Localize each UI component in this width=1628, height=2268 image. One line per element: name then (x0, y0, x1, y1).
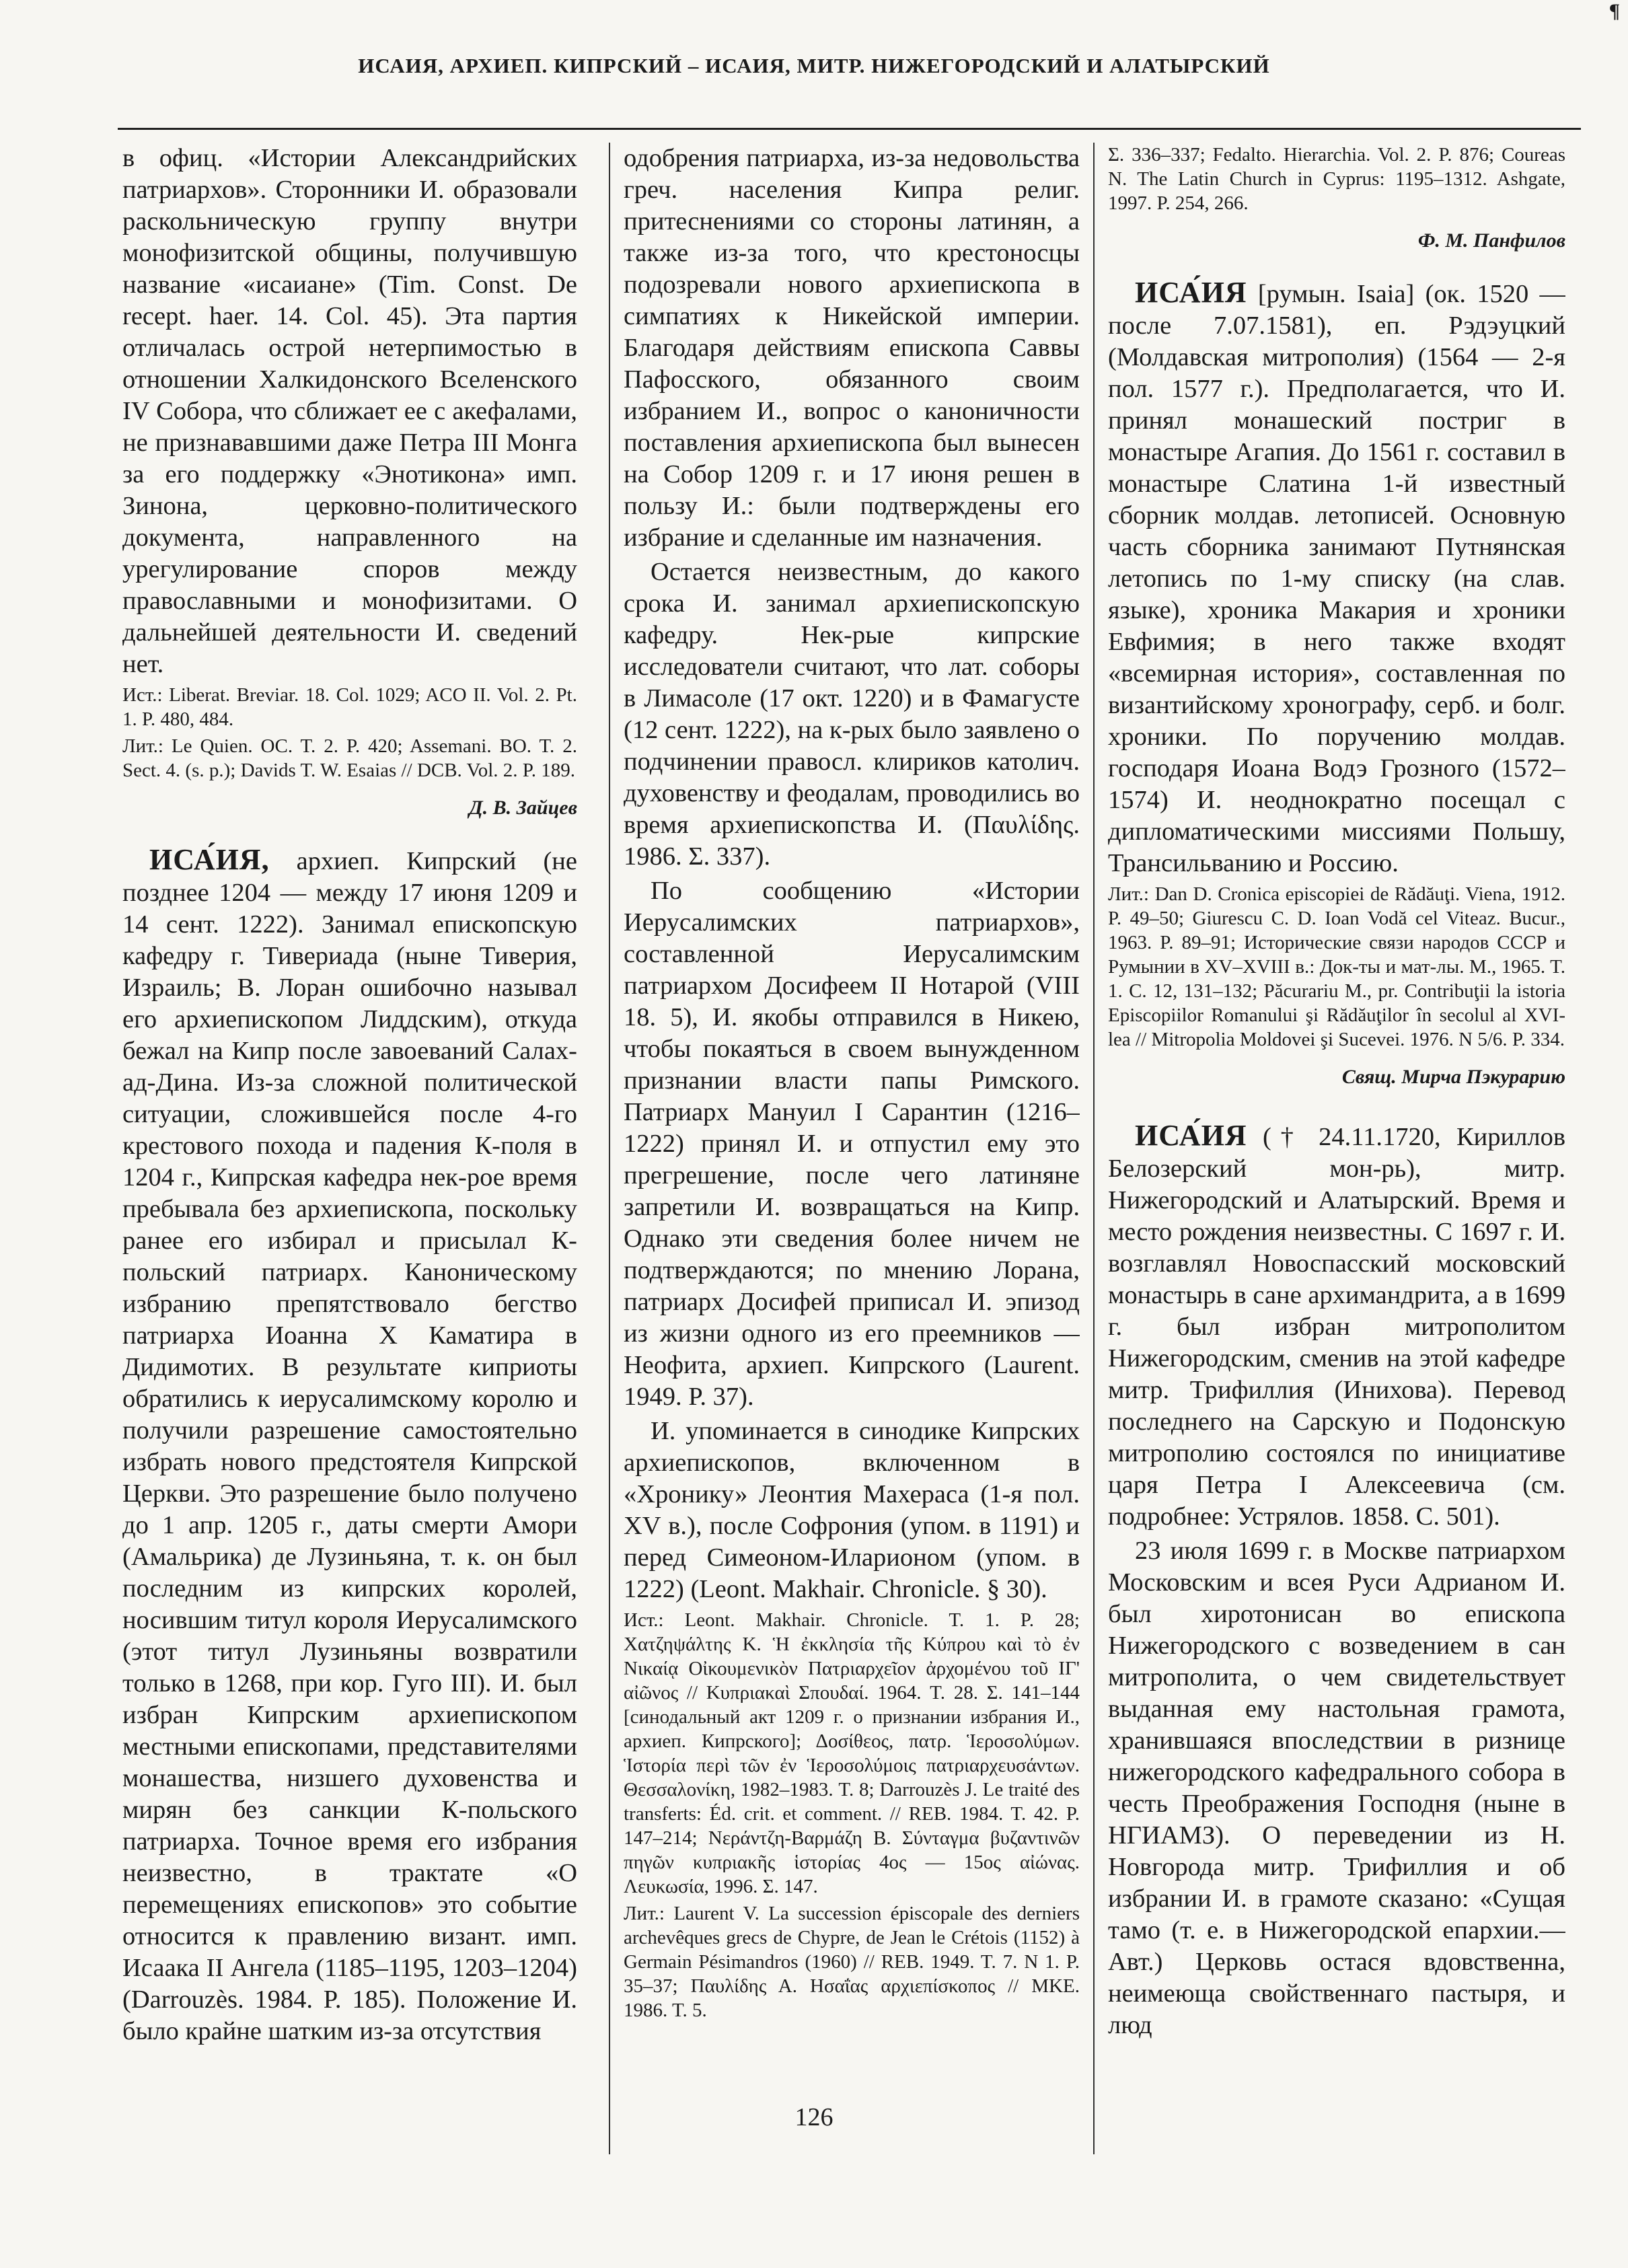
sources: Ист.: Leont. Makhair. Chronicle. T. 1. P. 28; Χατζηψάλτης Κ. Ἡ ἐκκλησία τῆς Κύπρου καὶ τὸ ἐν Νικαίᾳ Οἰκουμενικὸν Πατριαρχεῖον ἀρχομένου τοῦ ΙΓ' αἰῶνος // Κυπριακαὶ Σπουδαί. 1964. T. 28. Σ. 141–144 [синодальный акт 1209 г. о признании избрания И., архиеп. Кипрского]; Δοσίθεος, πατρ. Ἱεροσολύμων. Ἱστορία περὶ τῶν ἐν Ἱεροσολύμοις πατριαρχευσάντων. Θεσσαλονίκη, 1982–1983. T. 8; Darrouzès J. Le traité des transferts: Éd. crit. et comment. // REB. 1984. T. 42. P. 147–214; Νεράντζη-Βαρμάζη Β. Σύνταγμα βυζαντινῶν πηγῶν κυπριακῆς ἱστορίας 4ος — 15ος αἰώνας. Λευκωσία, 1996. Σ. 147. (624, 1609, 1080, 1897)
entry-isaiah-radauti (1108, 277, 1565, 879)
literature-continued: Σ. 336–337; Fedalto. Hierarchia. Vol. 2. P. 876; Coureas N. The Latin Church in Cyprus: 1195–1312. Ashgate, 1997. P. 254, 266. (1108, 144, 1565, 214)
column-2 (609, 143, 1080, 2154)
headword: ИСА́ИЯ (1135, 1119, 1247, 1152)
page-corner-mark: ¶ (1608, 0, 1620, 22)
entry-text: († 24.11.1720, Кириллов Белозерский мон-рь), митр. Нижегородский и Алатырский. Время и место рождения неизвестны. С 1697 г. И. возглавлял Новоспасский московский монастырь в сане архимандрита, а в 1699 г. был избран митрополитом Нижегородским, сменив на этой кафедре митр. Трифиллия (Инихова). Перевод последнего на Сарскую и Подонскую митрополию состоялся по инициативе царя Петра I Алексеевича (см. подробнее: Устрялов. 1858. С. 501). (1108, 1123, 1565, 1531)
entry-text: архиеп. Кипрский (не позднее 1204 — между 17 июня 1209 и 14 сент. 1222). Занимал епископскую кафедру г. Тивериада (ныне Тиверия, Израиль; В. Лоран ошибочно называл его архиепископом Лиддским), откуда бежал на Кипр после завоеваний Салах-ад-Дина. Из-за сложной политической ситуации, сложившейся после 4-го крестового похода и падения К-поля в 1204 г., Кипрская кафедра нек-рое время пребывала без архиепископа, поскольку ранее его избирал и присылал К-польский патриарх. Каноническому избранию препятствовало бегство патриарха Иоанна X Каматира в Дидимотих. В результате киприоты обратились к иерусалимскому королю и получили разрешение самостоятельно избрать нового предстоятеля Кипрской Церкви. Это разрешение было получено до 1 апр. 1205 г., даты смерти Амори (Амальрика) де Лузиньяна, т. к. он был последним из кипрских королей, носившим титул короля Иерусалимского (этот титул Лузиньяны возвратили только в 1268, при кор. Гуго III). И. был избран Кипрским архиепископом местными епископами, представителями монашества, низшего духовенства и мирян без санкции К-польского патриарха. Точное время его избрания неизвестно, в трактате «О перемещениях епископов» это событие относится к правлению визант. имп. Исаака II Ангела (1185–1195, 1203–1204) (Darrouzès. 1984. P. 185). Положение И. было крайне шатким из-за отсутствия (122, 847, 577, 2045)
author-signature: Свящ. Мирча Пэкурарию (1341, 1066, 1565, 1088)
literature: Лит.: Dan D. Cronica episcopiei de Rădăuţi. Viena, 1912. P. 49–50; Giurescu C. D. Ioan Vodă cel Viteaz. Bucur., 1963. P. 89–91; Исторические связи народов СССР и Румынии в XV–XVIII в.: Док-ты и мат-лы. M., 1965. T. 1. C. 12, 131–132; Păcurariu M., pr. Contribuţii la istoria Episcopiilor Romanului şi Rădăuţilor în secolul al XVI-lea // Mitropolia Moldovei şi Sucevei. 1976. N 5/6. P. 334. (1108, 883, 1565, 1050)
header-rule (118, 128, 1581, 130)
headword: ИСА́ИЯ (1135, 276, 1247, 309)
paragraph: одобрения патриарха, из-за недовольства греч. населения Кипра религ. притеснениями со стороны латинян, а также из-за того, что крестоносцы подозревали нового архиепископа в симпатиях к Никейской империи. Благодаря действиям епископа Саввы Пафосского, обязанного своим избранием И., вопрос о каноничности поставления архиепископа был вынесен на Собор 1209 г. и 17 июня решен в пользу И.: были подтверждены его избрание и сделанные им назначения. (624, 144, 1080, 552)
paragraph: По сообщению «Истории Иерусалимских патриархов», составленной Иерусалимским патриархом Досифеем II Нотарой (VIII 18. 5), И. якобы отправился в Никею, чтобы покаяться в своем вынужденном признании власти папы Римского. Патриарх Мануил I Сарантин (1216–1222) принял И. и отпустил ему это прегрешение, после чего латиняне запретили И. возвращаться на Кипр. Однако эти сведения более ничем не подтверждаются; по мнению Лорана, патриарх Досифей приписал И. эпизод из жизни одного из его преемников — Неофита, архиеп. Кипрского (Laurent. 1949. P. 37). (624, 877, 1080, 1411)
paragraph: в офиц. «Истории Александрийских патриархов». Сторонники И. образовали раскольническую группу внутри монофизитской общины, получившую название «исаиане» (Tim. Const. De recept. haer. 14. Col. 45). Эта партия отличалась острой нетерпимостью в отношении Халкидонского Вселенского IV Собора, что сближает ее с акефалами, не признававшими даже Петра III Монга за его поддержку «Энотикона» имп. Зинона, церковно-политического документа, направленного на урегулирование споров между православными и монофизитами. О дальнейшей деятельности И. сведений нет. (122, 144, 577, 678)
author-signature: Д. В. Зайцев (469, 797, 577, 819)
literature: Лит.: Laurent V. La succession épiscopale des derniers archevêques grecs de Chypre, de Jean le Crétois (1152) à Germain Pésimandros (1960) // REB. 1949. T. 7. N 1. P. 35–37; Παυλίδης Α. Ησαΐας αρχιεπίσκοπος // MKE. 1986. T. 5. (624, 1903, 1080, 2021)
author-signature: Ф. М. Панфилов (1417, 229, 1565, 252)
entry-text: [румын. Isaia] (ок. 1520 — после 7.07.1581), еп. Рэдэуцкий (Молдавская митрополия) (1564 — 2-я пол. 1577 г.). Предполагается, что И. принял монашеский постриг в монастыре Агапия. До 1561 г. составил в монастыре Слатина 1-й известный сборник молдав. летописей. Основную часть сборника занимают Путнянская летопись по 1-му списку (на слав. языке), хроника Макария и хроники Евфимия; в него также входят «всемирная история», составленная по византийскому хронографу, серб. и болг. хроники. По поручению молдав. господаря Иоана Водэ Грозного (1572–1574) И. неоднократно посещал с дипломатическими миссиями Польшу, Трансильванию и Россию. (1108, 280, 1565, 877)
entry-isaiah-nizhny-novgorod (1108, 1120, 1565, 1533)
column-3 (1093, 143, 1565, 2154)
literature: Лит.: Le Quien. OC. T. 2. P. 420; Assemani. BO. T. 2. Sect. 4. (s. p.); Davids T. W. Esaias // DCB. Vol. 2. P. 189. (122, 735, 577, 781)
entry-isaiah-archbishop-cyprus (122, 844, 577, 2047)
page-number: 126 (794, 2103, 834, 2131)
paragraph: Остается неизвестным, до какого срока И. занимал архиепископскую кафедру. Нек-рые кипрские исследователи считают, что лат. соборы в Лимасоле (17 окт. 1220) и в Фамагусте (12 сент. 1222), на к-рых было заявлено о подчинении правосл. клириков католич. духовенству и феодалам, проводились во время архиепископства И. (Παυλίδης. 1986. Σ. 337). (624, 558, 1080, 871)
sources: Ист.: Liberat. Breviar. 18. Col. 1029; ACO II. Vol. 2. Pt. 1. P. 480, 484. (122, 684, 577, 730)
headword: ИСА́ИЯ, (149, 843, 270, 876)
column-1 (122, 143, 577, 2154)
paragraph: 23 июля 1699 г. в Москве патриархом Московским и всея Руси Адрианом И. был хиротонисан во епископа Нижегородского с возведением в сан митрополита, о чем свидетельствует выданная ему настольная грамота, хранившаяся впоследствии в ризнице нижегородского кафедрального собора в честь Преображения Господня (ныне в НГИАМЗ). О переведении из Н. Новгорода митр. Трифиллия и об избрании И. в грамоте сказано: «Сущая тамо (т. е. в Нижегородской епархии.— Авт.) Церковь остася вдовственна, неимеюща свойственнаго пастыря, и люд (1108, 1537, 1565, 2039)
paragraph: И. упоминается в синодике Кипрских архиепископов, включенном в «Хронику» Леонтия Махераса (1-я пол. XV в.), после Софрония (упом. в 1191) и перед Симеоном-Иларионом (упом. в 1222) (Leont. Makhair. Chronicle. § 30). (624, 1417, 1080, 1603)
page-header: ИСАИЯ, АРХИЕП. КИПРСКИЙ – ИСАИЯ, МИТР. НИЖЕГОРОДСКИЙ И АЛАТЫРСКИЙ (358, 54, 1270, 77)
